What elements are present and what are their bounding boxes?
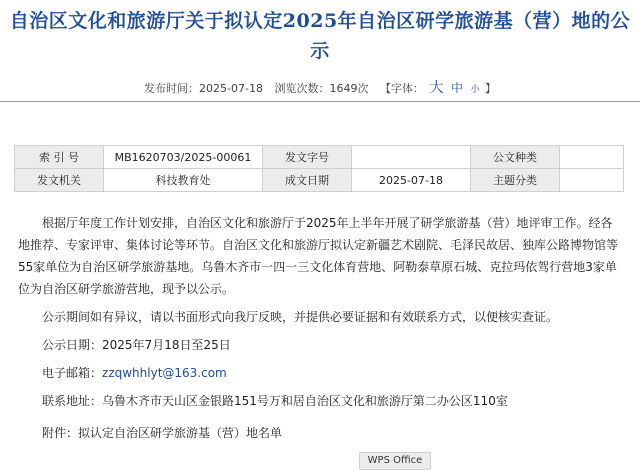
topic-value	[560, 169, 624, 192]
header-divider	[0, 101, 640, 102]
category-label: 公文种类	[471, 146, 560, 169]
attachment-link[interactable]: 拟认定自治区研学旅游基（营）地名单	[78, 426, 283, 440]
font-size-switcher	[380, 82, 496, 95]
doc-number-value	[352, 146, 471, 169]
article-body	[18, 212, 624, 444]
written-date-label: 成文日期	[263, 169, 352, 192]
views-info	[274, 82, 372, 95]
issuer-value: 科技教育处	[104, 169, 263, 192]
font-size-label-close: 】	[484, 82, 496, 95]
publish-label: 发布时间：	[144, 82, 200, 95]
font-size-label-open: 【字体：	[379, 82, 424, 95]
email-label: 电子邮箱：	[42, 366, 103, 380]
address-line	[18, 390, 624, 412]
email-line	[18, 362, 624, 384]
topic-label: 主题分类	[471, 169, 560, 192]
index-value: MB1620703/2025-00061	[104, 146, 263, 169]
period-value: 2025年7月18日至25日	[102, 338, 231, 352]
page-title-line2: 示	[310, 40, 330, 62]
period-label: 公示日期：	[42, 338, 103, 352]
font-size-medium-link[interactable]: 中	[450, 81, 463, 95]
document-info-table	[14, 145, 624, 192]
objection-paragraph: 公示期间如有异议，请以书面形式向我厅反映，并提供必要证据和有效联系方式，以便核实查证。	[42, 310, 559, 324]
address-value: 乌鲁木齐市天山区金银路151号万和居自治区文化和旅游厅第二办公区110室	[102, 394, 508, 408]
page-title-line1: 自治区文化和旅游厅关于拟认定2025年自治区研学旅游基（营）地的公	[9, 10, 631, 32]
article-meta	[0, 77, 640, 97]
email-link[interactable]: zzqwhhlyt@163.com	[102, 366, 227, 380]
table-row	[15, 169, 624, 192]
font-size-small-link[interactable]: 小	[470, 85, 480, 95]
doc-number-label: 发文字号	[263, 146, 352, 169]
index-label: 索 引 号	[15, 146, 104, 169]
publish-date: 2025-07-18	[199, 82, 263, 95]
address-label: 联系地址：	[42, 394, 103, 408]
publish-info	[144, 82, 266, 95]
page-title	[0, 6, 640, 66]
period-line	[18, 334, 624, 356]
written-date-value: 2025-07-18	[352, 169, 471, 192]
table-row	[15, 146, 624, 169]
views-label: 浏览次数：	[274, 82, 330, 95]
attachment-line	[18, 422, 624, 444]
views-count: 1649次	[329, 82, 369, 95]
body-paragraph: 根据厅年度工作计划安排，自治区文化和旅游厅于2025年上半年开展了研学旅游基（营）地评审工作。经各地推荐、专家评审、集体讨论等环节。自治区文化和旅游厅拟认定新疆艺术剧院、毛泽民故居、独库公路博物馆等55家单位为自治区研学旅游基地。乌鲁木齐市一四一三文化体育营地、阿勒泰草原石城、克拉玛依驾行营地3家单位为自治区研学旅游营地，现予以公示。	[18, 216, 619, 296]
issuer-label: 发文机关	[15, 169, 104, 192]
attachment-label: 附件：	[42, 426, 79, 440]
font-size-large-link[interactable]: 大	[429, 80, 444, 96]
category-value	[560, 146, 624, 169]
wps-office-tab[interactable]: WPS Office	[359, 452, 431, 470]
